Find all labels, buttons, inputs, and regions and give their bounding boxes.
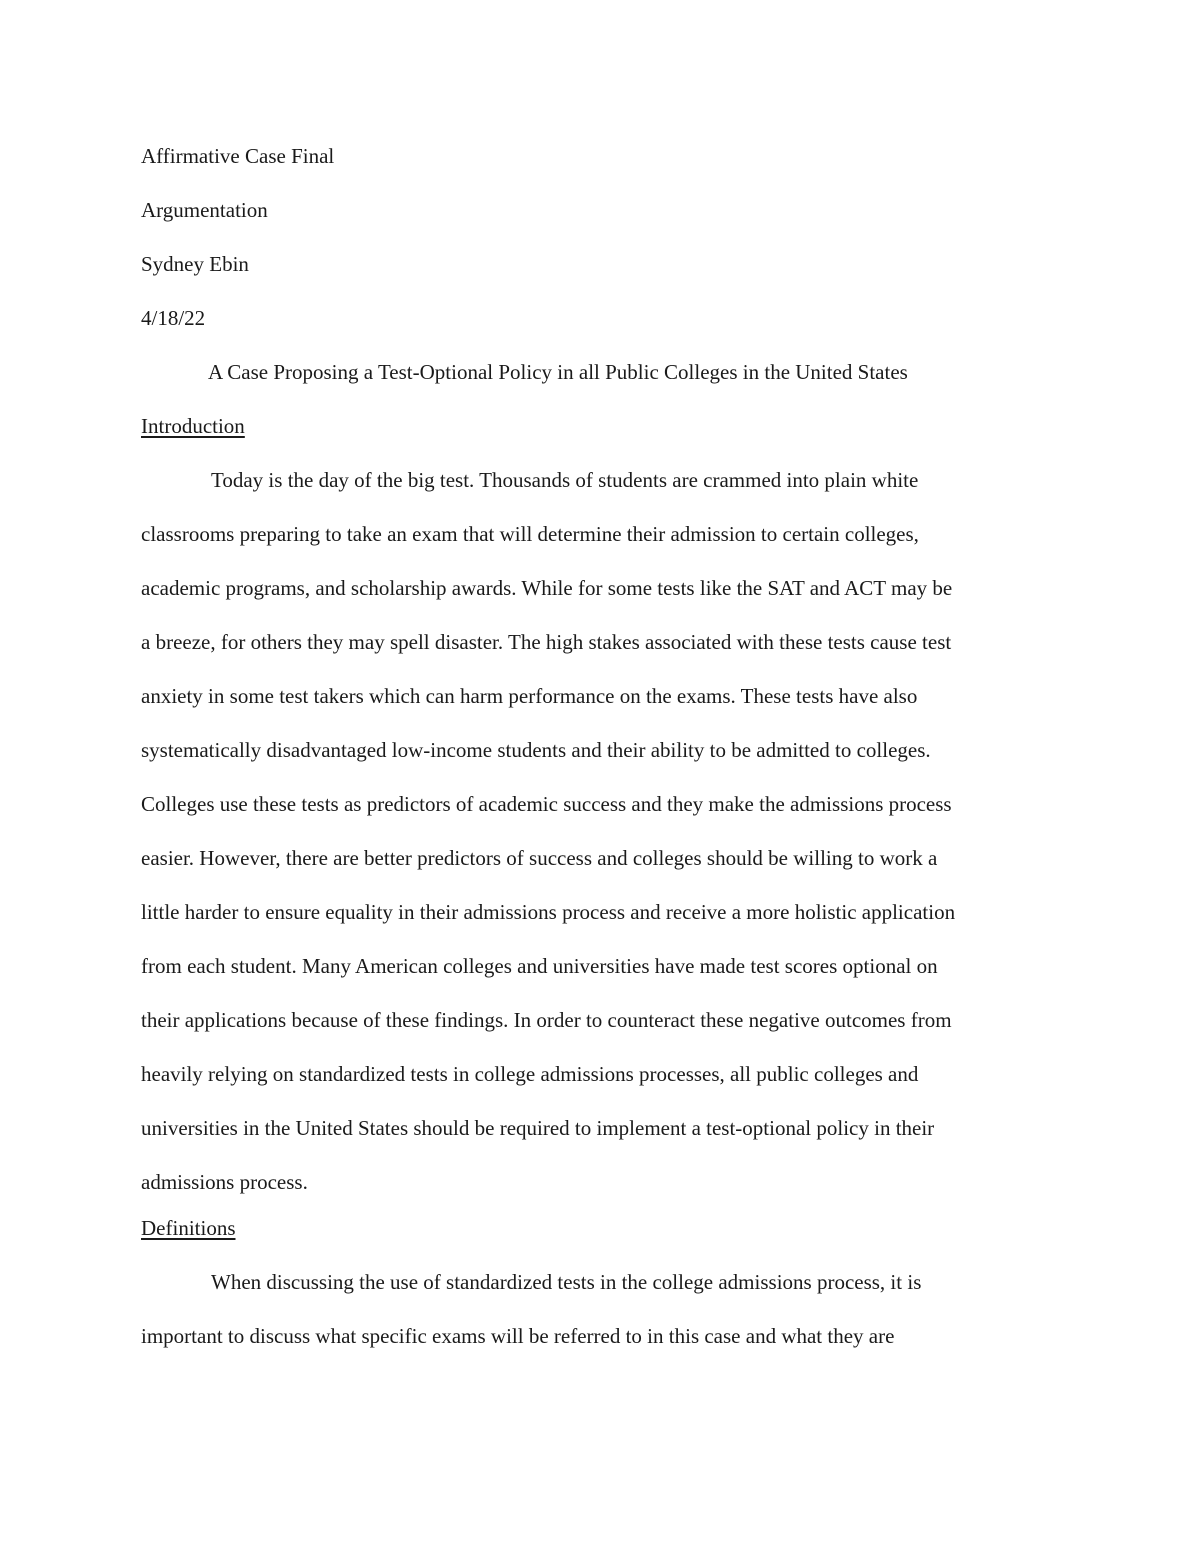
author-name: Sydney Ebin bbox=[141, 252, 249, 276]
paragraph-line: their applications because of these findings. In order to counteract these negative outcomes from bbox=[141, 1008, 952, 1032]
document-date: 4/18/22 bbox=[141, 306, 206, 330]
paragraph-line: academic programs, and scholarship awards. While for some tests like the SAT and ACT may be bbox=[141, 576, 953, 600]
paragraph-line: a breeze, for others they may spell disaster. The high stakes associated with these tests cause test bbox=[141, 630, 952, 654]
paragraph-line: Today is the day of the big test. Thousands of students are crammed into plain white bbox=[211, 468, 919, 492]
paragraph-line: systematically disadvantaged low-income students and their ability to be admitted to colleges. bbox=[141, 738, 931, 762]
paragraph-line: important to discuss what specific exams will be referred to in this case and what they are bbox=[141, 1324, 895, 1348]
paragraph-line: classrooms preparing to take an exam that will determine their admission to certain colleges, bbox=[141, 522, 919, 546]
paragraph-line: little harder to ensure equality in their admissions process and receive a more holistic application bbox=[141, 900, 956, 924]
course-name: Argumentation bbox=[141, 198, 268, 222]
paragraph-line: admissions process. bbox=[141, 1170, 308, 1194]
section-heading-text: Introduction bbox=[141, 414, 245, 438]
document-body bbox=[141, 137, 1061, 1363]
paragraph-line: easier. However, there are better predictors of success and colleges should be willing to work a bbox=[141, 846, 938, 870]
definitions-paragraph bbox=[141, 1255, 1061, 1363]
paragraph-line: When discussing the use of standardized tests in the college admissions process, it is bbox=[211, 1270, 922, 1294]
paragraph-line: universities in the United States should be required to implement a test-optional policy in their bbox=[141, 1116, 935, 1140]
section-heading-text: Definitions bbox=[141, 1216, 236, 1240]
assignment-name: Affirmative Case Final bbox=[141, 144, 335, 168]
introduction-paragraph bbox=[141, 453, 1061, 1209]
document-title: A Case Proposing a Test-Optional Policy in all Public Colleges in the United States bbox=[208, 360, 908, 384]
paragraph-line: heavily relying on standardized tests in college admissions processes, all public colleges and bbox=[141, 1062, 919, 1086]
paragraph-line: anxiety in some test takers which can harm performance on the exams. These tests have also bbox=[141, 684, 918, 708]
paragraph-line: from each student. Many American colleges and universities have made test scores optional on bbox=[141, 954, 938, 978]
paragraph-line: Colleges use these tests as predictors of academic success and they make the admissions process bbox=[141, 792, 952, 816]
